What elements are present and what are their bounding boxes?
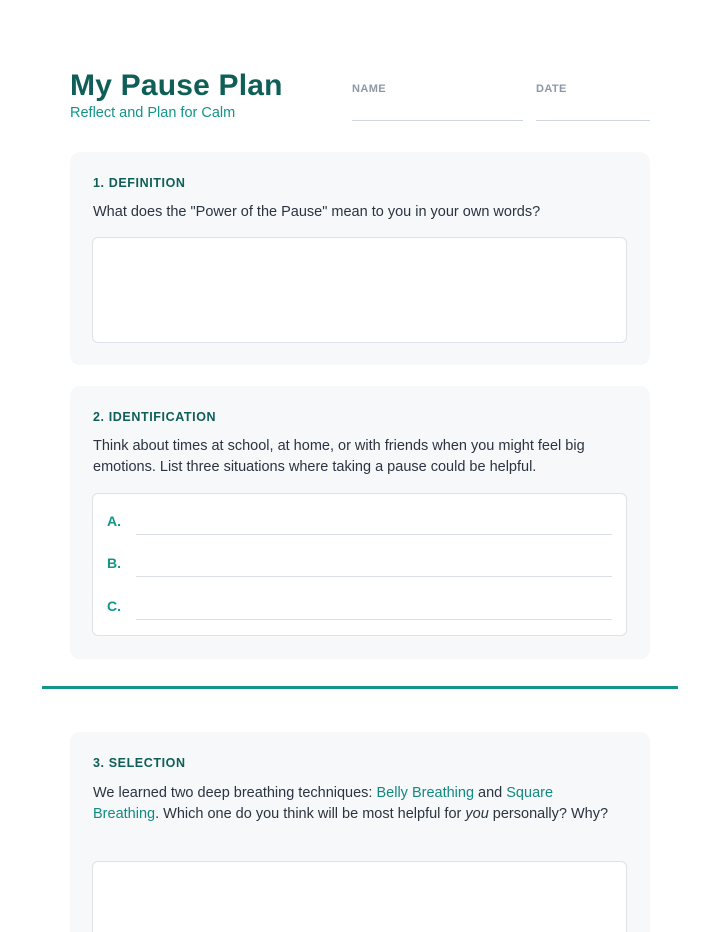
technique-square-breathing: Square Breathing xyxy=(93,785,554,822)
definition-prompt: What does the "Power of the Pause" mean to you in your own words? xyxy=(93,204,541,220)
definition-section xyxy=(70,152,650,365)
selection-prompt-text: personally? Why? xyxy=(488,806,609,822)
list-item-letter: C. xyxy=(107,598,121,614)
list-item-letter: A. xyxy=(107,513,121,529)
list-item-letter: B. xyxy=(107,555,121,571)
identification-answer-box xyxy=(92,493,627,636)
list-item xyxy=(107,598,612,620)
selection-prompt xyxy=(93,783,618,825)
list-item xyxy=(107,555,612,577)
identification-prompt: Think about times at school, at home, or with friends when you might feel big emotions. List three situations where taking a pause could be helpful. xyxy=(93,438,585,475)
technique-belly-breathing: Belly Breathing xyxy=(376,785,475,801)
identification-section xyxy=(70,386,650,659)
worksheet-header xyxy=(70,70,650,130)
selection-section xyxy=(70,732,650,932)
selection-prompt-text: We learned two deep breathing techniques: xyxy=(93,785,377,801)
page-title: My Pause Plan xyxy=(70,69,283,102)
selection-prompt-text: and xyxy=(474,785,507,801)
name-input-line[interactable] xyxy=(352,120,523,121)
name-label: NAME xyxy=(352,83,386,95)
selection-answer-box[interactable] xyxy=(92,861,627,932)
date-field xyxy=(536,83,650,121)
list-item xyxy=(107,513,612,535)
page-subtitle: Reflect and Plan for Calm xyxy=(70,105,236,121)
list-item-input-line[interactable] xyxy=(136,576,612,577)
list-item-input-line[interactable] xyxy=(136,619,612,620)
section-label-definition: 1. DEFINITION xyxy=(93,176,186,190)
emphasis-you: you xyxy=(465,806,489,822)
section-divider xyxy=(42,686,678,689)
name-field xyxy=(352,83,523,121)
selection-prompt-text: . Which one do you think will be most helpful for xyxy=(155,806,466,822)
definition-answer-box[interactable] xyxy=(92,237,627,343)
date-label: DATE xyxy=(536,83,567,95)
section-label-identification: 2. IDENTIFICATION xyxy=(93,410,217,424)
list-item-input-line[interactable] xyxy=(136,534,612,535)
section-label-selection: 3. SELECTION xyxy=(93,756,186,770)
date-input-line[interactable] xyxy=(536,120,650,121)
